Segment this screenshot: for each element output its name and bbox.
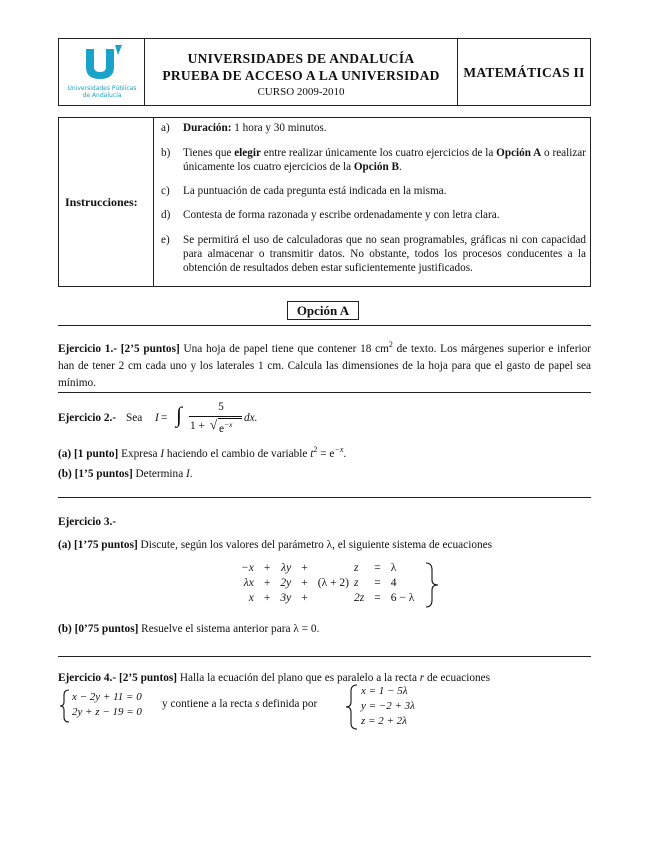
instruction-item-d: d) Contesta de forma razonada y escribe ordenadamente y con letra clara. [161,209,500,221]
exercise-4-middle: y contiene a la recta s definida por [162,698,318,710]
header-line2: PRUEBA DE ACCESO A LA UNIVERSIDAD [162,68,440,83]
instruction-item-a: a) Duración: 1 hora y 30 minutos. [161,122,327,134]
instructions-box [58,117,591,287]
equation-system [236,561,419,606]
instruction-item-e: e) Se permitirá el uso de calculadoras que no sean programables, gráficas ni con capacidad para almacenar o transmitir datos. No obstante, todos los procesos conducentes a la obtención de resultados deben estar suficientemente justificados. [161,234,586,274]
right-brace-icon [424,562,440,608]
exam-header [58,38,591,106]
exercise-1: Ejercicio 1.- [2’5 puntos] Una hoja de papel tiene que contener 18 $cm^2$ de texto. Los márgenes superior e inferior han de tener 2 cm cada uno y los laterales 1 cm. Calcula las dimensiones de la hoja para que el gasto de papel sea mínimo. [58,340,592,389]
line-s-equations: x = 1 − 5λ y = −2 + 3λ z = 2 + 2λ [361,685,415,727]
line-r-equations: x − 2y + 11 = 0 2y + z − 19 = 0 [72,691,142,718]
equation-row: −x + λy + z = λ [241,562,397,574]
sqrt-sign: √ [210,417,218,432]
header-line1: UNIVERSIDADES DE ANDALUCÍA [187,51,415,66]
left-brace-icon [345,684,359,730]
instruction-item-b: b) Tienes que elegir entre realizar únicamente los cuatro ejercicios de la Opción A o realizar únicamente los cuatro ejercicios de la Opción B. [161,147,586,173]
option-title: Opción A [287,301,359,320]
divider [58,392,591,393]
equation-row: x + 3y + 2z = 6 − λ [248,592,415,604]
logo-cell [59,39,145,105]
instructions-label: Instrucciones: [65,195,138,209]
divider [58,656,591,657]
subject-cell [458,39,590,105]
exercise-2-statement: Ejercicio 2.- Sea I = ∫ 5 1 + √ $e^{-x}$ dx. [58,401,258,435]
instruction-item-c: c) La puntuación de cada pregunta está indicada en la misma. [161,185,447,197]
exercise-3b: (b) [0’75 puntos] Resuelve el sistema anterior para λ = 0. [58,623,320,635]
course-year: CURSO 2009-2010 [257,86,345,98]
logo-text-line2: de Andalucía [82,92,122,99]
exercise-3-title: Ejercicio 3.- [58,516,117,528]
logo-text-line1: Universidades Públicas [67,85,137,92]
equation-row: λx + 2y + (λ + 2) z = 4 [243,577,397,589]
exercise-2b: (b) [1’5 puntos] Determina I. [58,468,193,480]
exercise-2a: (a) [1 punto] Expresa I haciendo el cambio de variable $t^2 = e^{-x}$. [58,445,347,460]
divider [58,497,591,498]
exercise-3a: (a) [1’75 puntos] Discute, según los valores del parámetro λ, el siguiente sistema de ecuaciones [58,539,493,551]
university-logo-icon [80,43,124,83]
exercise-4-statement: Ejercicio 4.- [2’5 puntos] Halla la ecuación del plano que es paralelo a la recta r de ecuaciones [58,672,491,684]
title-cell [145,39,458,105]
instructions-label-cell [59,118,154,286]
integral-sign: ∫ [176,402,183,427]
divider [58,325,591,326]
subject-title: MATEMÁTICAS II [463,65,585,80]
left-brace-icon [59,689,71,723]
